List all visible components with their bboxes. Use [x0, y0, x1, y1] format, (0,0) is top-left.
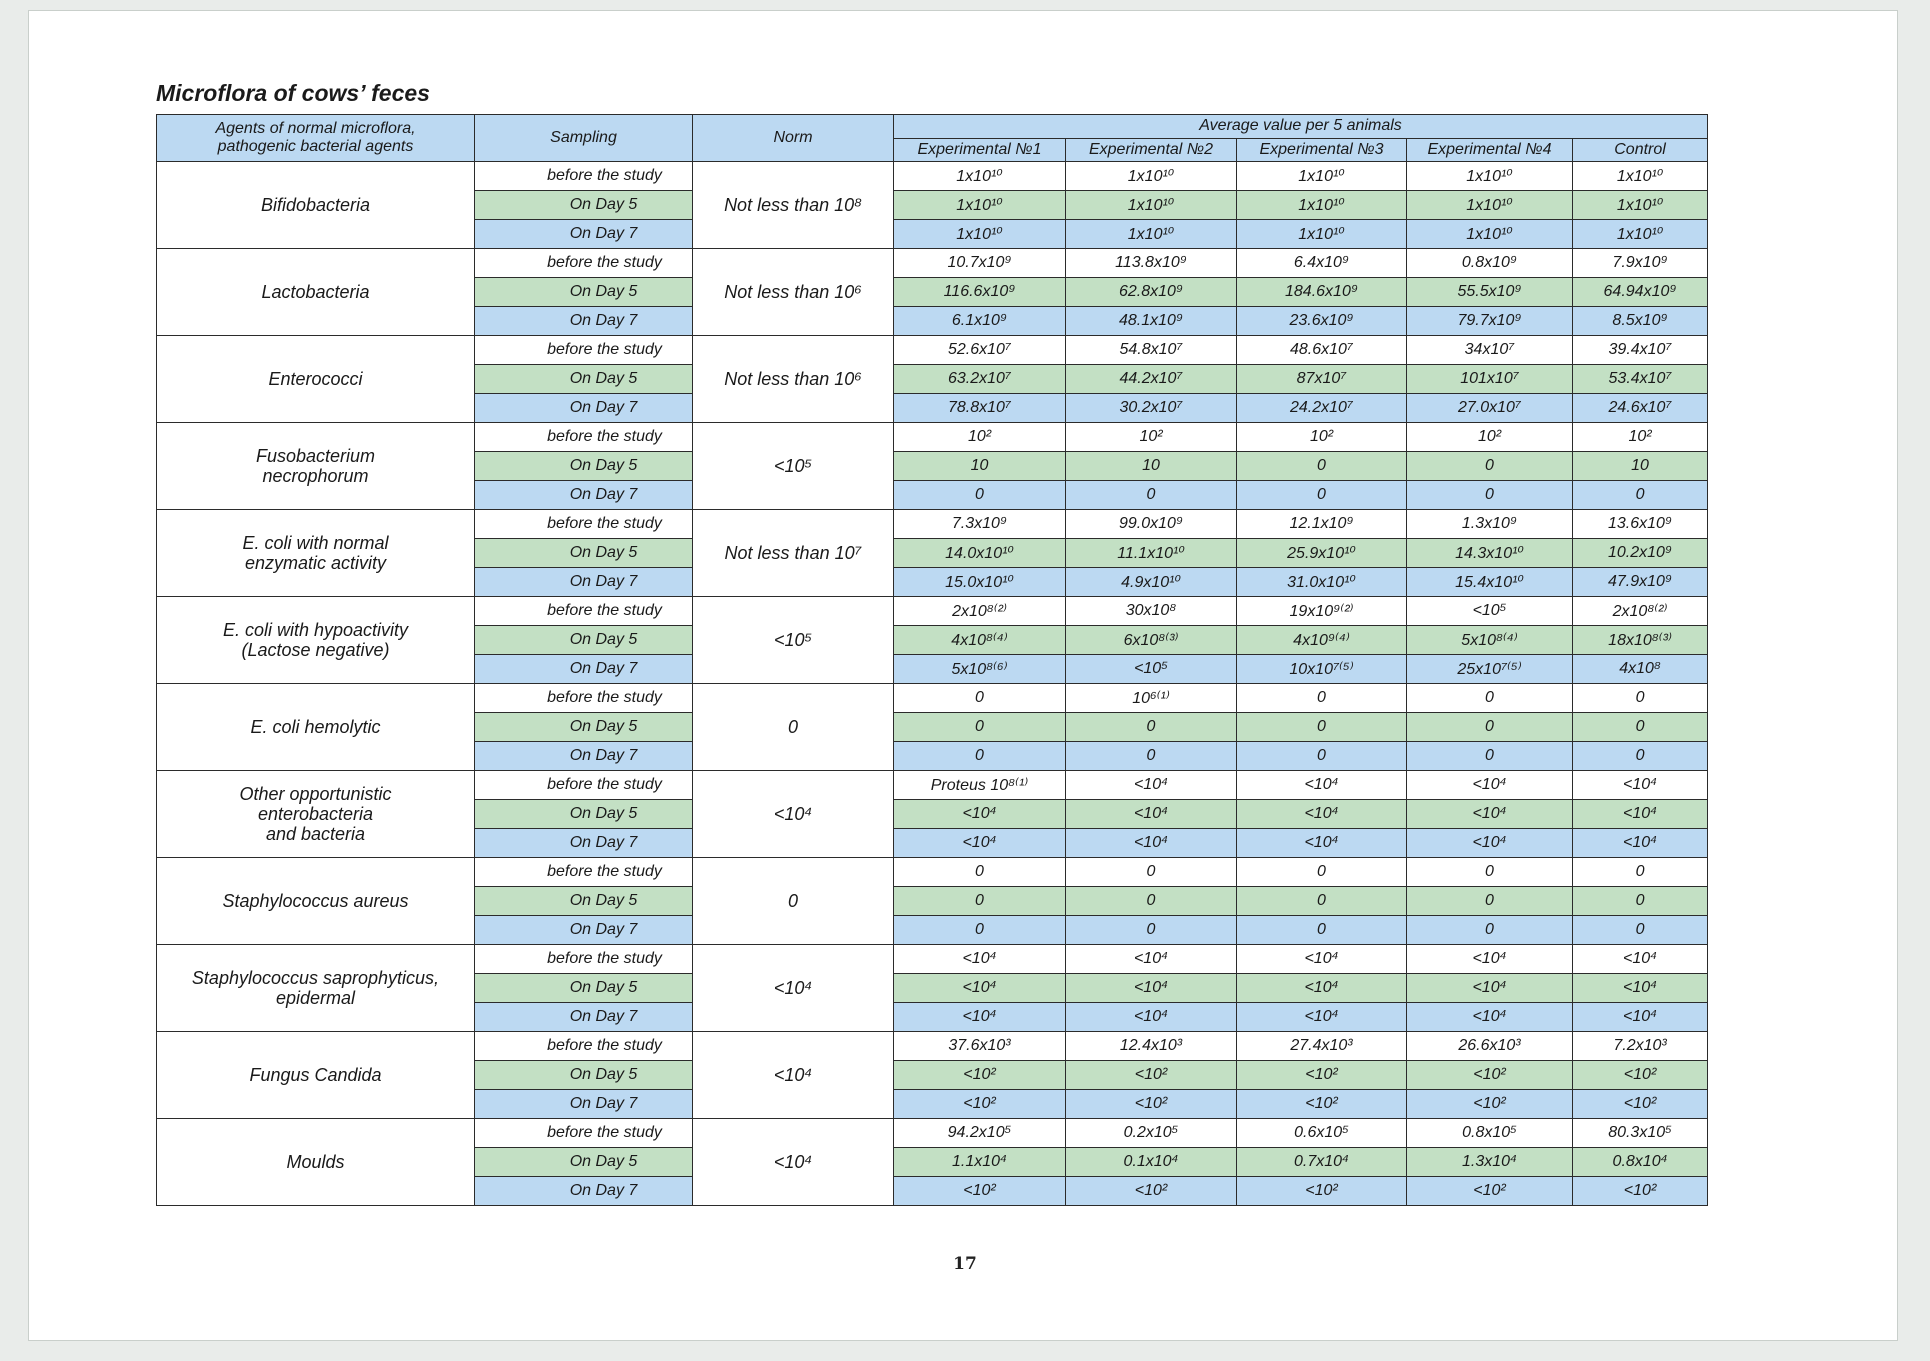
sampling-cell: On Day 7 — [475, 307, 693, 336]
value-cell: 10.7x10⁹ — [894, 249, 1066, 278]
value-cell: 0 — [1237, 916, 1407, 945]
value-cell: <10⁴ — [1237, 1003, 1407, 1032]
value-cell: 10⁶⁽¹⁾ — [1066, 684, 1237, 713]
sampling-cell: On Day 7 — [475, 742, 693, 771]
value-cell: 0 — [1066, 481, 1237, 510]
table-row — [157, 1032, 1708, 1061]
value-cell: <10⁴ — [1066, 945, 1237, 974]
value-cell: 10² — [1573, 423, 1708, 452]
value-cell: 4x10⁸⁽⁴⁾ — [894, 626, 1066, 655]
value-cell: 48.6x10⁷ — [1237, 336, 1407, 365]
value-cell: 1x10¹⁰ — [1066, 162, 1237, 191]
value-cell: <10⁴ — [894, 829, 1066, 858]
agent-name: Fusobacterium necrophorum — [157, 423, 475, 510]
agent-name: Staphylococcus aureus — [157, 858, 475, 945]
sampling-cell: On Day 7 — [475, 916, 693, 945]
value-cell: 30.2x10⁷ — [1066, 394, 1237, 423]
value-cell: 0.6x10⁵ — [1237, 1119, 1407, 1148]
value-cell: <10⁴ — [1066, 829, 1237, 858]
value-cell: 54.8x10⁷ — [1066, 336, 1237, 365]
value-cell: 0 — [894, 684, 1066, 713]
value-cell: 10² — [1066, 423, 1237, 452]
value-cell: <10⁴ — [1237, 771, 1407, 800]
agent-name: Staphylococcus saprophyticus, epidermal — [157, 945, 475, 1032]
value-cell: <10² — [894, 1061, 1066, 1090]
sampling-cell: before the study — [475, 1032, 693, 1061]
table-row — [157, 249, 1708, 278]
sampling-cell: On Day 5 — [475, 191, 693, 220]
value-cell: 0 — [1573, 858, 1708, 887]
value-cell: 1x10¹⁰ — [894, 191, 1066, 220]
value-cell: 4.9x10¹⁰ — [1066, 568, 1237, 597]
value-cell: <10² — [894, 1090, 1066, 1119]
table-row — [157, 858, 1708, 887]
value-cell: 113.8x10⁹ — [1066, 249, 1237, 278]
value-cell: <10² — [1237, 1177, 1407, 1206]
value-cell: 10² — [1237, 423, 1407, 452]
value-cell: 94.2x10⁵ — [894, 1119, 1066, 1148]
value-cell: 10x10⁷⁽⁵⁾ — [1237, 655, 1407, 684]
value-cell: 25.9x10¹⁰ — [1237, 539, 1407, 568]
value-cell: <10⁴ — [894, 974, 1066, 1003]
value-cell: 0 — [1066, 713, 1237, 742]
microflora-table — [156, 114, 1708, 1206]
value-cell: 27.4x10³ — [1237, 1032, 1407, 1061]
value-cell: 0.2x10⁵ — [1066, 1119, 1237, 1148]
agent-name: E. coli hemolytic — [157, 684, 475, 771]
sampling-cell: On Day 7 — [475, 1090, 693, 1119]
value-cell: <10⁴ — [894, 945, 1066, 974]
table-row — [157, 162, 1708, 191]
value-cell: <10² — [1407, 1061, 1573, 1090]
sampling-cell: On Day 7 — [475, 829, 693, 858]
value-cell: 0.1x10⁴ — [1066, 1148, 1237, 1177]
table-row — [157, 945, 1708, 974]
value-cell: 55.5x10⁹ — [1407, 278, 1573, 307]
value-cell: 15.0x10¹⁰ — [894, 568, 1066, 597]
sampling-cell: On Day 5 — [475, 365, 693, 394]
header-agents: Agents of normal microflora, pathogenic bacterial agents — [157, 115, 475, 162]
value-cell: <10⁴ — [1573, 800, 1708, 829]
value-cell: 48.1x10⁹ — [1066, 307, 1237, 336]
norm-cell: <10⁴ — [693, 771, 894, 858]
value-cell: 47.9x10⁹ — [1573, 568, 1708, 597]
value-cell: 0 — [1066, 742, 1237, 771]
value-cell: 1.3x10⁴ — [1407, 1148, 1573, 1177]
value-cell: 0 — [1407, 742, 1573, 771]
table-row — [157, 684, 1708, 713]
value-cell: <10² — [1066, 1090, 1237, 1119]
value-cell: 7.9x10⁹ — [1573, 249, 1708, 278]
sampling-cell: On Day 5 — [475, 539, 693, 568]
value-cell: Proteus 10⁸⁽¹⁾ — [894, 771, 1066, 800]
value-cell: 13.6x10⁹ — [1573, 510, 1708, 539]
value-cell: <10⁴ — [1237, 974, 1407, 1003]
value-cell: <10² — [894, 1177, 1066, 1206]
value-cell: <10² — [1573, 1177, 1708, 1206]
sampling-cell: On Day 5 — [475, 800, 693, 829]
value-cell: 10² — [894, 423, 1066, 452]
value-cell: 184.6x10⁹ — [1237, 278, 1407, 307]
value-cell: 0 — [1407, 858, 1573, 887]
value-cell: 44.2x10⁷ — [1066, 365, 1237, 394]
value-cell: 27.0x10⁷ — [1407, 394, 1573, 423]
table-row — [157, 510, 1708, 539]
sampling-cell: On Day 7 — [475, 1177, 693, 1206]
value-cell: <10⁵ — [1066, 655, 1237, 684]
sampling-cell: On Day 5 — [475, 452, 693, 481]
norm-cell: 0 — [693, 858, 894, 945]
value-cell: <10² — [1573, 1061, 1708, 1090]
value-cell: 0 — [1237, 742, 1407, 771]
value-cell: 1.1x10⁴ — [894, 1148, 1066, 1177]
value-cell: 0 — [1237, 887, 1407, 916]
value-cell: <10⁴ — [1066, 771, 1237, 800]
value-cell: 0 — [1237, 858, 1407, 887]
value-cell: 52.6x10⁷ — [894, 336, 1066, 365]
value-cell: 10.2x10⁹ — [1573, 539, 1708, 568]
value-cell: 0 — [1066, 887, 1237, 916]
table-body — [157, 162, 1708, 1206]
norm-cell: Not less than 10⁸ — [693, 162, 894, 249]
value-cell: 0 — [1066, 916, 1237, 945]
value-cell: 12.1x10⁹ — [1237, 510, 1407, 539]
value-cell: 0 — [1407, 452, 1573, 481]
value-cell: 62.8x10⁹ — [1066, 278, 1237, 307]
value-cell: 2x10⁸⁽²⁾ — [1573, 597, 1708, 626]
agent-name: E. coli with hypoactivity (Lactose negative) — [157, 597, 475, 684]
value-cell: <10⁴ — [1573, 945, 1708, 974]
value-cell: <10⁴ — [1237, 945, 1407, 974]
value-cell: 34x10⁷ — [1407, 336, 1573, 365]
sampling-cell: before the study — [475, 684, 693, 713]
value-cell: 10 — [1573, 452, 1708, 481]
value-cell: 10 — [1066, 452, 1237, 481]
value-cell: <10⁵ — [1407, 597, 1573, 626]
norm-cell: Not less than 10⁶ — [693, 336, 894, 423]
value-cell: <10⁴ — [1407, 800, 1573, 829]
value-cell: <10² — [1066, 1061, 1237, 1090]
header-experimental-3: Experimental №3 — [1237, 138, 1407, 162]
sampling-cell: On Day 7 — [475, 655, 693, 684]
value-cell: 0 — [1237, 684, 1407, 713]
value-cell: 5x10⁸⁽⁴⁾ — [1407, 626, 1573, 655]
value-cell: 1x10¹⁰ — [1573, 220, 1708, 249]
value-cell: <10⁴ — [1066, 1003, 1237, 1032]
value-cell: 78.8x10⁷ — [894, 394, 1066, 423]
value-cell: 0 — [1407, 713, 1573, 742]
sampling-cell: On Day 7 — [475, 568, 693, 597]
header-average: Average value per 5 animals — [894, 115, 1708, 139]
value-cell: <10² — [1237, 1061, 1407, 1090]
value-cell: 0 — [1407, 684, 1573, 713]
value-cell: 10 — [894, 452, 1066, 481]
value-cell: 7.2x10³ — [1573, 1032, 1708, 1061]
value-cell: 0.8x10⁴ — [1573, 1148, 1708, 1177]
value-cell: 1x10¹⁰ — [1573, 191, 1708, 220]
norm-cell: <10⁴ — [693, 1119, 894, 1206]
value-cell: 0 — [1407, 481, 1573, 510]
value-cell: 1x10¹⁰ — [1066, 220, 1237, 249]
table-row — [157, 423, 1708, 452]
value-cell: 6x10⁸⁽³⁾ — [1066, 626, 1237, 655]
sampling-cell: before the study — [475, 423, 693, 452]
value-cell: 11.1x10¹⁰ — [1066, 539, 1237, 568]
value-cell: <10² — [1237, 1090, 1407, 1119]
value-cell: 0 — [1573, 887, 1708, 916]
value-cell: 12.4x10³ — [1066, 1032, 1237, 1061]
value-cell: 2x10⁸⁽²⁾ — [894, 597, 1066, 626]
sampling-cell: On Day 5 — [475, 1148, 693, 1177]
agent-name: Moulds — [157, 1119, 475, 1206]
agent-name: Other opportunistic enterobacteria and bacteria — [157, 771, 475, 858]
value-cell: 116.6x10⁹ — [894, 278, 1066, 307]
value-cell: <10⁴ — [1573, 829, 1708, 858]
value-cell: 101x10⁷ — [1407, 365, 1573, 394]
sampling-cell: On Day 5 — [475, 626, 693, 655]
sampling-cell: before the study — [475, 597, 693, 626]
value-cell: 1x10¹⁰ — [1573, 162, 1708, 191]
value-cell: 5x10⁸⁽⁶⁾ — [894, 655, 1066, 684]
value-cell: 1x10¹⁰ — [1237, 191, 1407, 220]
value-cell: 0 — [894, 887, 1066, 916]
value-cell: 30x10⁸ — [1066, 597, 1237, 626]
value-cell: <10⁴ — [1237, 800, 1407, 829]
value-cell: <10⁴ — [894, 800, 1066, 829]
value-cell: 0.8x10⁹ — [1407, 249, 1573, 278]
sampling-cell: On Day 7 — [475, 394, 693, 423]
page-number: 17 — [953, 1254, 977, 1274]
header-norm: Norm — [693, 115, 894, 162]
value-cell: 14.0x10¹⁰ — [894, 539, 1066, 568]
value-cell: 0 — [894, 916, 1066, 945]
value-cell: 10² — [1407, 423, 1573, 452]
value-cell: 53.4x10⁷ — [1573, 365, 1708, 394]
sampling-cell: On Day 7 — [475, 481, 693, 510]
value-cell: <10⁴ — [1573, 771, 1708, 800]
value-cell: <10² — [1066, 1177, 1237, 1206]
value-cell: <10⁴ — [894, 1003, 1066, 1032]
table-row — [157, 1119, 1708, 1148]
table-title: Microflora of cows’ feces — [156, 80, 430, 106]
norm-cell: 0 — [693, 684, 894, 771]
sampling-cell: On Day 5 — [475, 974, 693, 1003]
value-cell: 0 — [1573, 742, 1708, 771]
value-cell: <10⁴ — [1066, 974, 1237, 1003]
table-row — [157, 771, 1708, 800]
table-row — [157, 336, 1708, 365]
value-cell: 0 — [894, 742, 1066, 771]
value-cell: 79.7x10⁹ — [1407, 307, 1573, 336]
header-experimental-4: Experimental №4 — [1407, 138, 1573, 162]
value-cell: 25x10⁷⁽⁵⁾ — [1407, 655, 1573, 684]
value-cell: 0.7x10⁴ — [1237, 1148, 1407, 1177]
agent-name: Bifidobacteria — [157, 162, 475, 249]
value-cell: <10⁴ — [1573, 974, 1708, 1003]
sampling-cell: before the study — [475, 162, 693, 191]
norm-cell: <10⁵ — [693, 597, 894, 684]
value-cell: 0 — [1573, 481, 1708, 510]
value-cell: 0 — [1237, 713, 1407, 742]
value-cell: 80.3x10⁵ — [1573, 1119, 1708, 1148]
value-cell: 1x10¹⁰ — [894, 220, 1066, 249]
value-cell: 24.6x10⁷ — [1573, 394, 1708, 423]
value-cell: <10⁴ — [1407, 1003, 1573, 1032]
header-sampling: Sampling — [475, 115, 693, 162]
value-cell: 1.3x10⁹ — [1407, 510, 1573, 539]
value-cell: 0 — [1237, 481, 1407, 510]
sampling-cell: before the study — [475, 510, 693, 539]
value-cell: 99.0x10⁹ — [1066, 510, 1237, 539]
value-cell: 0 — [1573, 916, 1708, 945]
value-cell: 0.8x10⁵ — [1407, 1119, 1573, 1148]
table-row — [157, 597, 1708, 626]
value-cell: <10⁴ — [1237, 829, 1407, 858]
norm-cell: <10⁵ — [693, 423, 894, 510]
norm-cell: <10⁴ — [693, 945, 894, 1032]
norm-cell: Not less than 10⁷ — [693, 510, 894, 597]
sampling-cell: before the study — [475, 945, 693, 974]
value-cell: 8.5x10⁹ — [1573, 307, 1708, 336]
value-cell: 0 — [894, 481, 1066, 510]
value-cell: 7.3x10⁹ — [894, 510, 1066, 539]
agent-name: Enterococci — [157, 336, 475, 423]
value-cell: 1x10¹⁰ — [1066, 191, 1237, 220]
value-cell: 0 — [1407, 916, 1573, 945]
sampling-cell: On Day 7 — [475, 220, 693, 249]
sampling-cell: before the study — [475, 249, 693, 278]
value-cell: 0 — [894, 713, 1066, 742]
value-cell: 15.4x10¹⁰ — [1407, 568, 1573, 597]
header-experimental-2: Experimental №2 — [1066, 138, 1237, 162]
value-cell: 26.6x10³ — [1407, 1032, 1573, 1061]
value-cell: 0 — [1573, 713, 1708, 742]
sampling-cell: On Day 5 — [475, 713, 693, 742]
value-cell: 4x10⁹⁽⁴⁾ — [1237, 626, 1407, 655]
value-cell: 14.3x10¹⁰ — [1407, 539, 1573, 568]
value-cell: 0 — [1237, 452, 1407, 481]
header-control: Control — [1573, 138, 1708, 162]
value-cell: <10⁴ — [1066, 800, 1237, 829]
sampling-cell: before the study — [475, 858, 693, 887]
agent-name: E. coli with normal enzymatic activity — [157, 510, 475, 597]
value-cell: 24.2x10⁷ — [1237, 394, 1407, 423]
value-cell: 1x10¹⁰ — [1407, 220, 1573, 249]
value-cell: 0 — [1066, 858, 1237, 887]
value-cell: <10⁴ — [1407, 945, 1573, 974]
value-cell: <10⁴ — [1573, 1003, 1708, 1032]
value-cell: 6.1x10⁹ — [894, 307, 1066, 336]
value-cell: 1x10¹⁰ — [1407, 162, 1573, 191]
value-cell: <10⁴ — [1407, 771, 1573, 800]
sampling-cell: On Day 5 — [475, 887, 693, 916]
value-cell: 1x10¹⁰ — [1237, 162, 1407, 191]
norm-cell: Not less than 10⁶ — [693, 249, 894, 336]
header-experimental-1: Experimental №1 — [894, 138, 1066, 162]
value-cell: <10² — [1407, 1177, 1573, 1206]
value-cell: <10⁴ — [1407, 974, 1573, 1003]
value-cell: 1x10¹⁰ — [894, 162, 1066, 191]
value-cell: 0 — [894, 858, 1066, 887]
agent-name: Fungus Candida — [157, 1032, 475, 1119]
value-cell: 19x10⁹⁽²⁾ — [1237, 597, 1407, 626]
value-cell: 1x10¹⁰ — [1407, 191, 1573, 220]
value-cell: 18x10⁸⁽³⁾ — [1573, 626, 1708, 655]
sampling-cell: before the study — [475, 336, 693, 365]
value-cell: 37.6x10³ — [894, 1032, 1066, 1061]
value-cell: <10⁴ — [1407, 829, 1573, 858]
sampling-cell: On Day 5 — [475, 278, 693, 307]
value-cell: 0 — [1407, 887, 1573, 916]
agent-name: Lactobacteria — [157, 249, 475, 336]
sampling-cell: before the study — [475, 1119, 693, 1148]
value-cell: 63.2x10⁷ — [894, 365, 1066, 394]
value-cell: 6.4x10⁹ — [1237, 249, 1407, 278]
value-cell: 23.6x10⁹ — [1237, 307, 1407, 336]
sampling-cell: On Day 7 — [475, 1003, 693, 1032]
value-cell: 1x10¹⁰ — [1237, 220, 1407, 249]
value-cell: <10² — [1573, 1090, 1708, 1119]
value-cell: 39.4x10⁷ — [1573, 336, 1708, 365]
value-cell: 87x10⁷ — [1237, 365, 1407, 394]
sampling-cell: On Day 5 — [475, 1061, 693, 1090]
value-cell: 64.94x10⁹ — [1573, 278, 1708, 307]
sampling-cell: before the study — [475, 771, 693, 800]
value-cell: 4x10⁸ — [1573, 655, 1708, 684]
value-cell: <10² — [1407, 1090, 1573, 1119]
value-cell: 0 — [1573, 684, 1708, 713]
value-cell: 31.0x10¹⁰ — [1237, 568, 1407, 597]
norm-cell: <10⁴ — [693, 1032, 894, 1119]
